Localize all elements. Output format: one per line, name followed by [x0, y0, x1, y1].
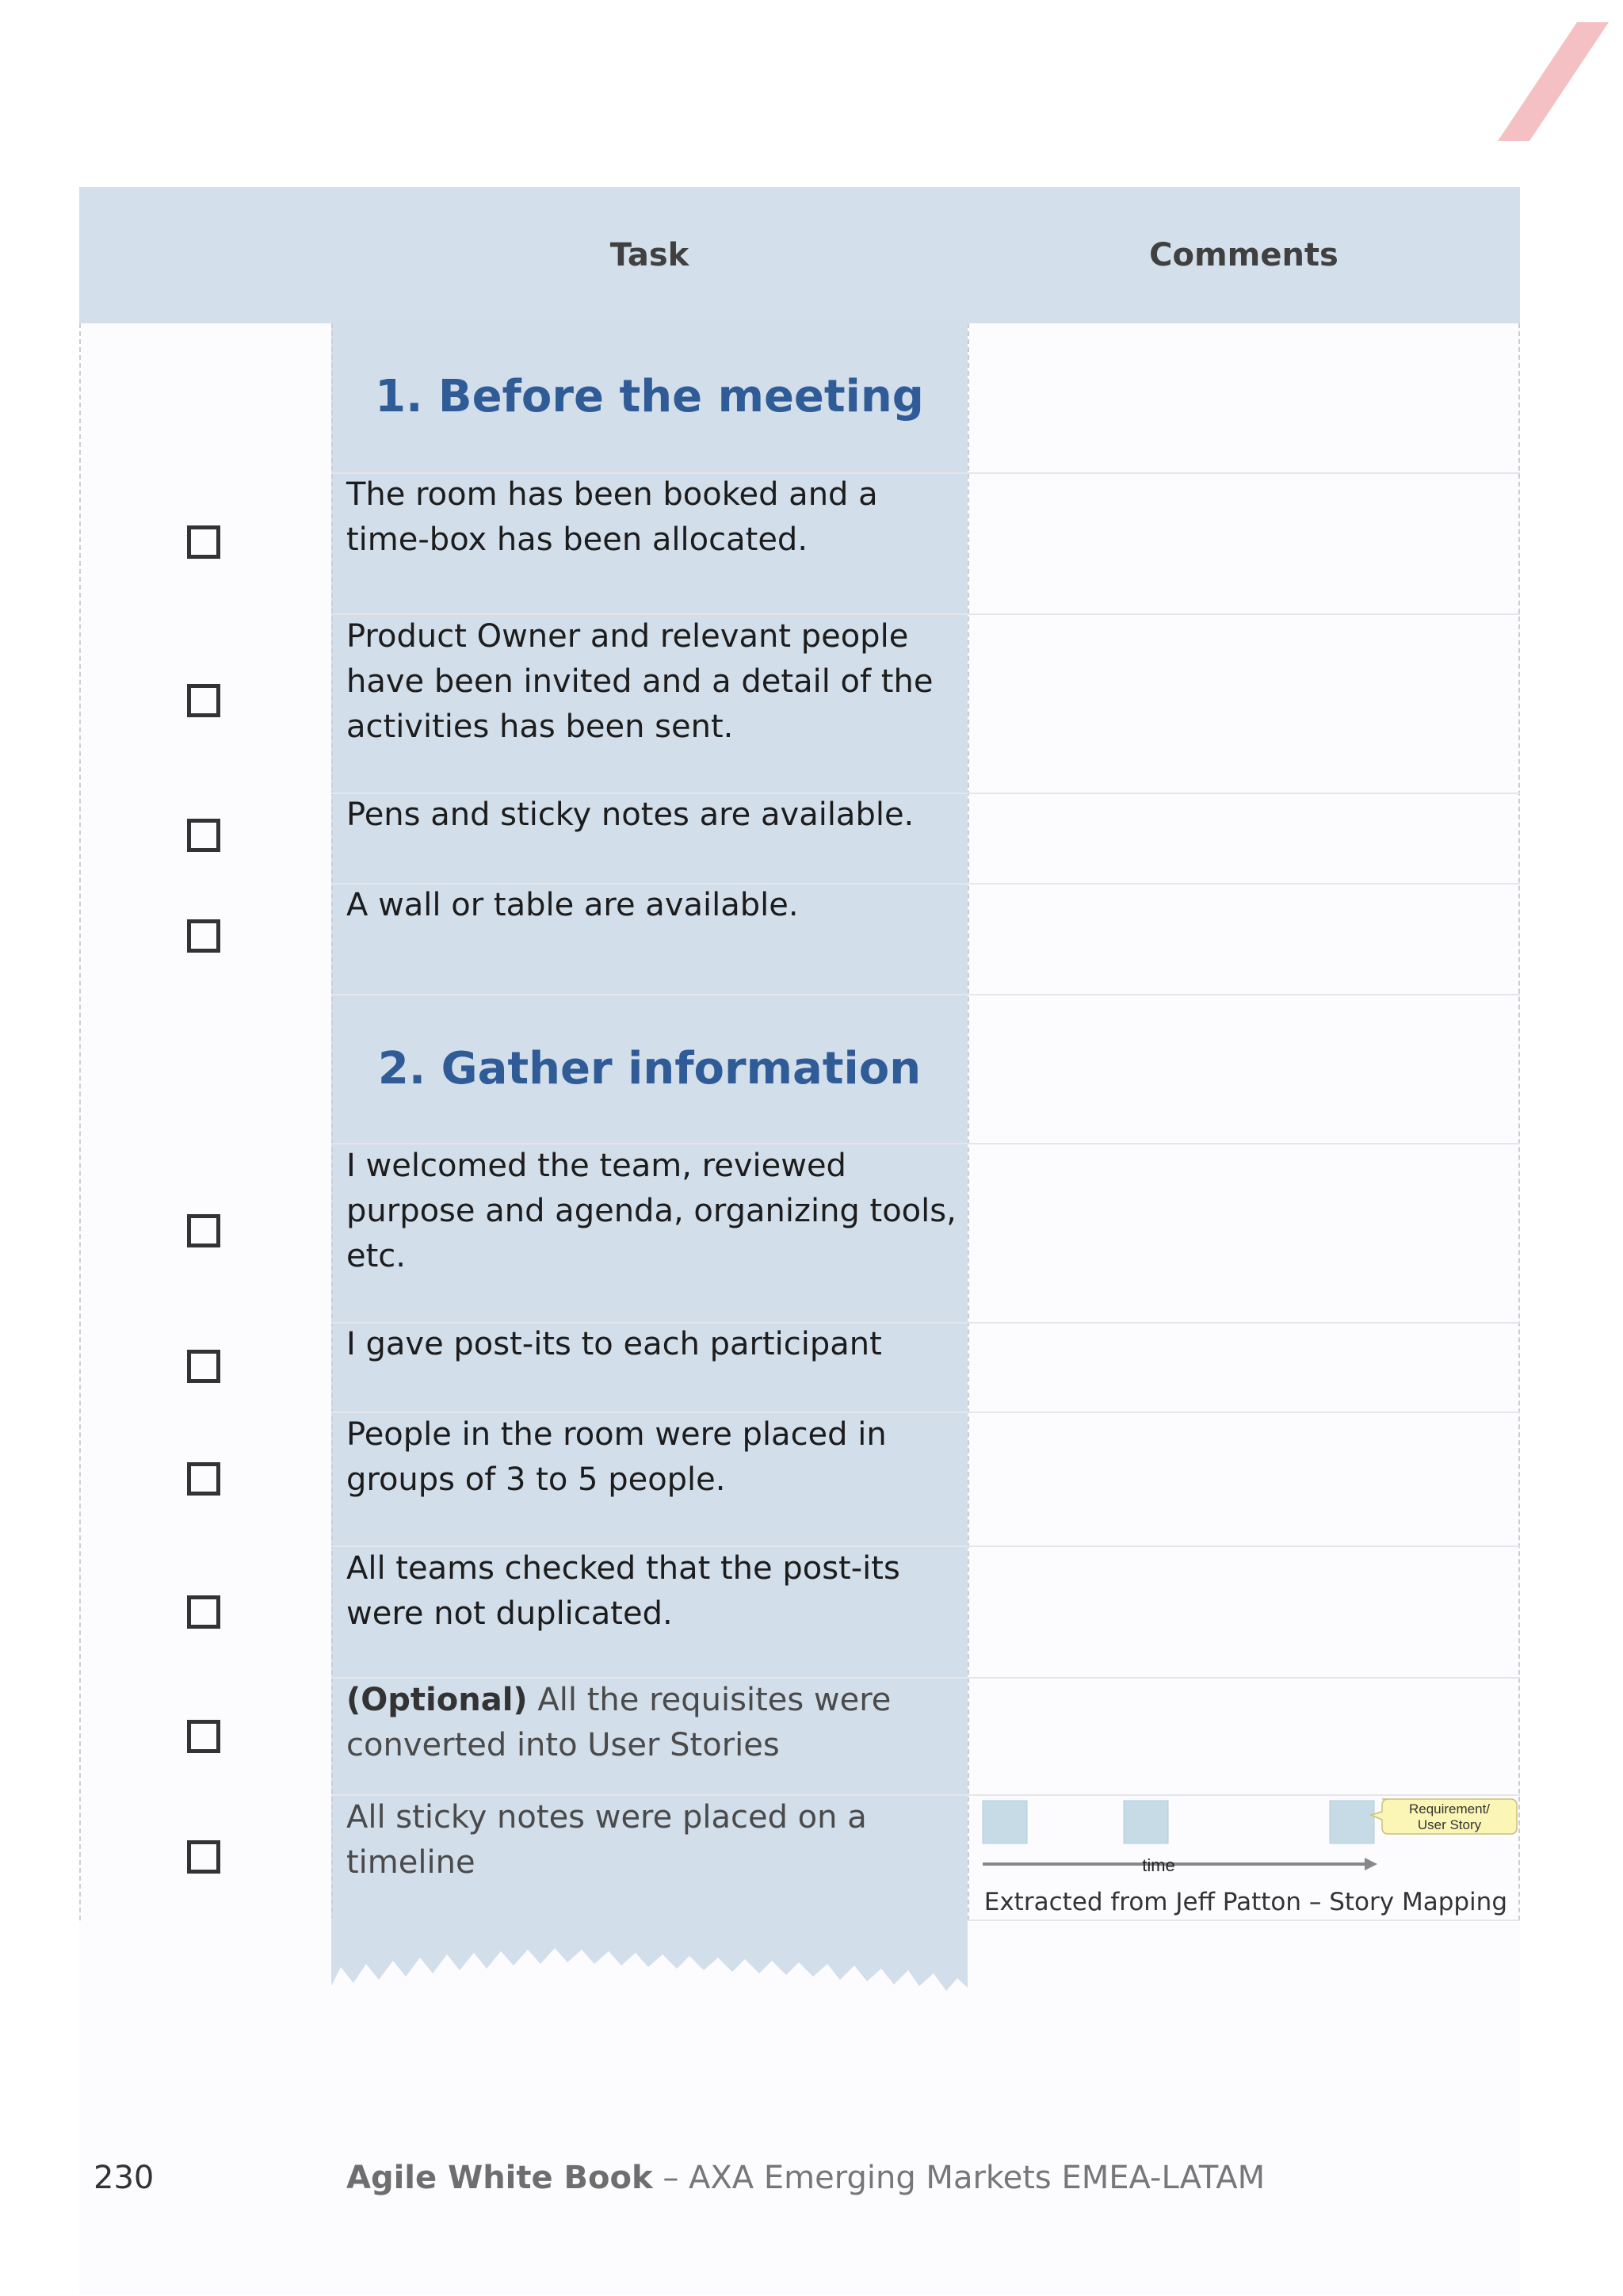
diagram-caption: Extracted from Jeff Patton – Story Mapping [983, 1888, 1507, 1916]
page-number: 230 [94, 2160, 155, 2196]
task-column-header: Task [609, 237, 689, 273]
task-right-border [968, 323, 969, 1920]
optional-label: (Optional) [346, 1682, 528, 1718]
left-border [79, 323, 81, 1920]
checkbox-groups[interactable] [187, 1462, 220, 1496]
task-pens-available: Pens and sticky notes are available. [346, 797, 915, 833]
optional-text: All the requisites were converted into User Stories [346, 1682, 892, 1763]
checkbox-not-duplicated[interactable] [187, 1595, 220, 1629]
task-gave-post-its: I gave post-its to each participant [346, 1326, 882, 1362]
task-people-invited: Product Owner and relevant people have been invited and a detail of the activities has been sent. [346, 618, 934, 745]
sticky-note [983, 1801, 1027, 1843]
sticky-note [1330, 1801, 1374, 1843]
checkbox-wall-available[interactable] [187, 919, 220, 953]
section-title-before-meeting: 1. Before the meeting [375, 370, 924, 422]
torn-edge [331, 1918, 968, 1997]
task-user-stories [346, 1678, 957, 1768]
book-title: Agile White Book [346, 2160, 653, 2196]
checkbox-people-invited[interactable] [187, 684, 220, 717]
timeline-arrowhead [1365, 1858, 1377, 1870]
row-divider [331, 994, 1520, 995]
checkbox-gave-post-its[interactable] [187, 1350, 220, 1383]
task-welcomed-team: I welcomed the team, reviewed purpose and agenda, organizing tools, etc. [346, 1148, 957, 1274]
checkbox-room-booked[interactable] [187, 525, 220, 559]
task-timeline: All sticky notes were placed on a timeline [346, 1799, 867, 1881]
task-groups: People in the room were placed in groups of 3 to 5 people. [346, 1416, 887, 1498]
table-header [79, 187, 1520, 323]
corner-slash-mark [1498, 22, 1609, 141]
task-wall-available: A wall or table are available. [346, 887, 799, 923]
sticky-note [1124, 1801, 1168, 1843]
checkbox-timeline[interactable] [187, 1840, 220, 1874]
footer-title [346, 2160, 1265, 2196]
checkbox-user-stories[interactable] [187, 1720, 220, 1753]
book-subtitle: – AXA Emerging Markets EMEA-LATAM [652, 2160, 1266, 2196]
callout-line2: User Story [1417, 1817, 1482, 1832]
task-not-duplicated: All teams checked that the post-its were not duplicated. [346, 1550, 900, 1632]
checkbox-welcomed-team[interactable] [187, 1214, 220, 1247]
checkbox-pens-available[interactable] [187, 819, 220, 852]
callout-line1: Requirement/ [1408, 1801, 1491, 1817]
timeline-label: time [1142, 1855, 1175, 1875]
task-room-booked: The room has been booked and a time-box has been allocated. [346, 476, 878, 558]
right-border [1518, 323, 1520, 1920]
task-left-border [331, 323, 333, 1920]
comments-column-header: Comments [1149, 237, 1338, 273]
section-title-gather-information: 2. Gather information [377, 1042, 922, 1095]
